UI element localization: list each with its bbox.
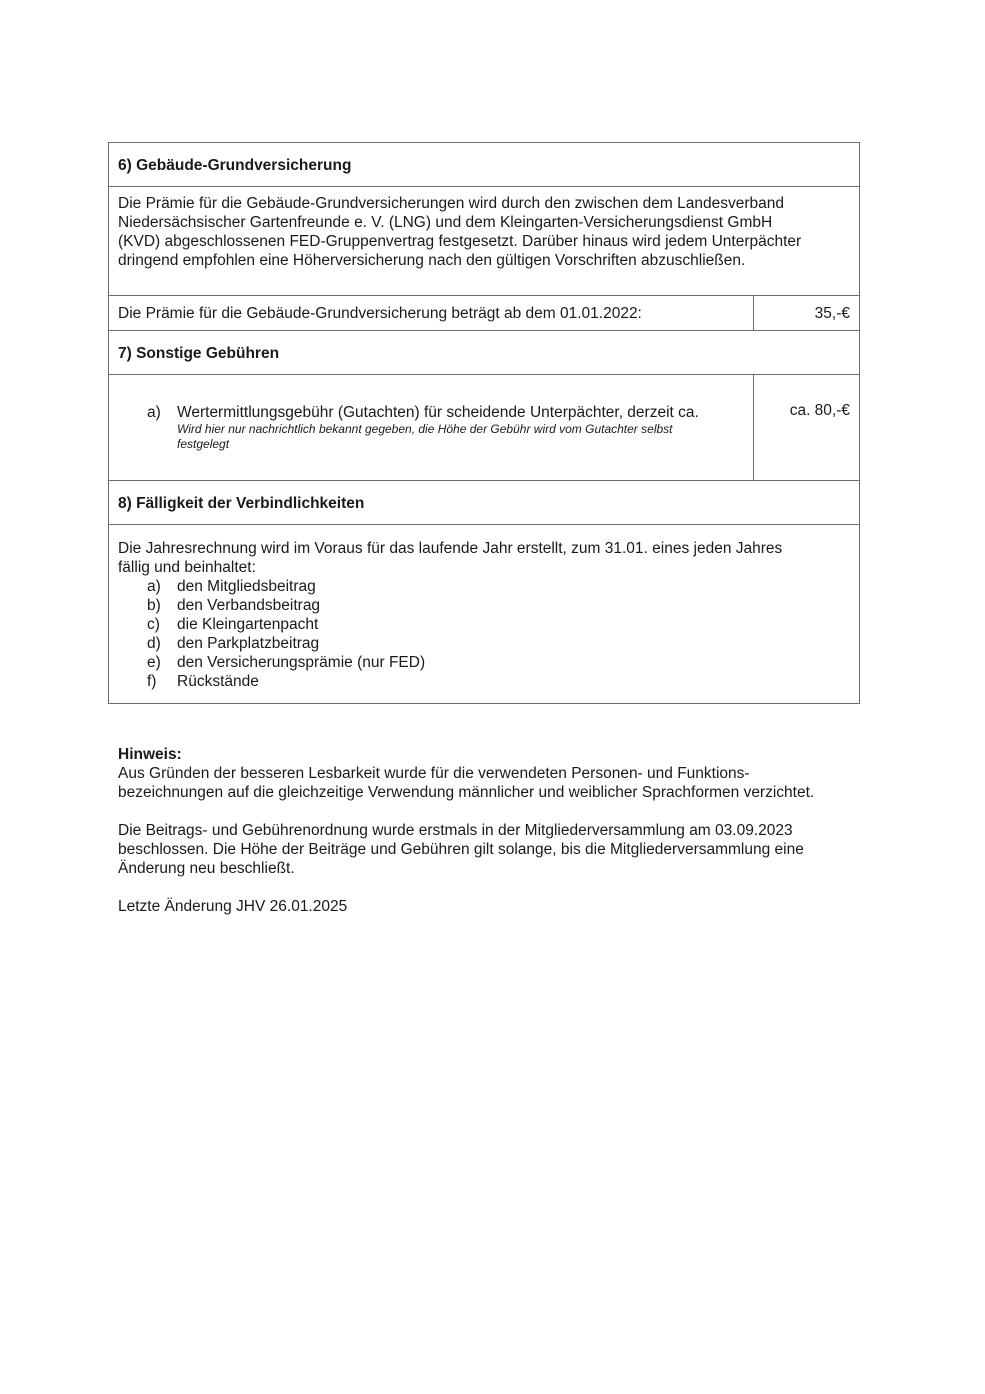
section8-heading-row	[109, 481, 860, 525]
hint-title: Hinweis:	[118, 746, 182, 763]
spacer	[118, 802, 878, 821]
list-item	[118, 653, 850, 672]
adopted-line: Änderung neu beschließt.	[118, 860, 295, 877]
hint-line: bezeichnungen auf die gleichzeitige Verwendung männlicher und weiblicher Sprachformen verzichtet.	[118, 784, 815, 801]
item-text: Wertermittlungsgebühr (Gutachten) für scheidende Unterpächter, derzeit ca.	[177, 404, 699, 421]
section6-heading: 6) Gebäude-Grundversicherung	[109, 143, 860, 187]
item-note-line: Wird hier nur nachrichtlich bekannt gegeben, die Höhe der Gebühr wird vom Gutachter selbst	[177, 422, 673, 436]
list-letter: d)	[147, 635, 161, 652]
intro-line: fällig und beinhaltet:	[118, 559, 256, 576]
section6-price-value: 35,-€	[754, 296, 860, 331]
fee-table	[108, 142, 860, 704]
list-item	[118, 672, 850, 691]
section8-content	[109, 525, 860, 704]
list-letter: a)	[147, 578, 161, 595]
item-letter: a)	[147, 404, 161, 421]
section7-heading-row	[109, 331, 860, 375]
section8-heading: 8) Fälligkeit der Verbindlichkeiten	[109, 481, 860, 525]
list-text: den Verbandsbeitrag	[177, 597, 321, 614]
section6-price-label: Die Prämie für die Gebäude-Grundversicherung beträgt ab dem 01.01.2022:	[109, 296, 754, 331]
section6-price-row	[109, 296, 860, 331]
list-text: den Mitgliedsbeitrag	[177, 578, 316, 595]
section7-item-row	[109, 375, 860, 481]
item-line	[118, 403, 744, 422]
intro-line: Die Jahresrechnung wird im Voraus für das laufende Jahr erstellt, zum 31.01. eines jeden Jahres	[118, 540, 783, 557]
list-text: Rückstände	[177, 673, 259, 690]
paragraph-line: (KVD) abgeschlossenen FED-Gruppenvertrag festgesetzt. Darüber hinaus wird jedem Unterpächter	[118, 233, 802, 250]
list-item	[118, 596, 850, 615]
section7-item-value: ca. 80,-€	[754, 375, 860, 481]
list-text: die Kleingartenpacht	[177, 616, 319, 633]
hint-line: Aus Gründen der besseren Lesbarkeit wurde für die verwendeten Personen- und Funktions-	[118, 765, 750, 782]
section6-paragraph-row	[109, 187, 860, 296]
list-item	[118, 615, 850, 634]
last-change: Letzte Änderung JHV 26.01.2025	[118, 898, 348, 915]
adopted-line: beschlossen. Die Höhe der Beiträge und Gebühren gilt solange, bis die Mitgliederversammlung eine	[118, 841, 804, 858]
section6-heading-row	[109, 143, 860, 187]
list-text: den Parkplatzbeitrag	[177, 635, 320, 652]
paragraph-line: dringend empfohlen eine Höherversicherung nach den gültigen Vorschriften abzuschließen.	[118, 252, 746, 269]
list-letter: b)	[147, 597, 161, 614]
list-item	[118, 634, 850, 653]
section7-item	[109, 375, 754, 481]
list-item	[118, 577, 850, 596]
paragraph-line: Die Prämie für die Gebäude-Grundversicherungen wird durch den zwischen dem Landesverband	[118, 195, 785, 212]
item-note	[177, 422, 744, 452]
item-note-line: festgelegt	[177, 437, 230, 451]
section8-content-row	[109, 525, 860, 704]
section6-paragraph	[109, 187, 860, 296]
spacer	[118, 878, 878, 897]
notes-section	[118, 745, 878, 916]
list-letter: e)	[147, 654, 161, 671]
list-letter: f)	[147, 673, 157, 690]
adopted-line: Die Beitrags- und Gebührenordnung wurde erstmals in der Mitgliederversammlung am 03.09.2023	[118, 822, 793, 839]
list-letter: c)	[147, 616, 160, 633]
paragraph-line: Niedersächsischer Gartenfreunde e. V. (LNG) und dem Kleingarten-Versicherungsdienst GmbH	[118, 214, 773, 231]
list-text: den Versicherungsprämie (nur FED)	[177, 654, 426, 671]
section7-heading: 7) Sonstige Gebühren	[109, 331, 860, 375]
